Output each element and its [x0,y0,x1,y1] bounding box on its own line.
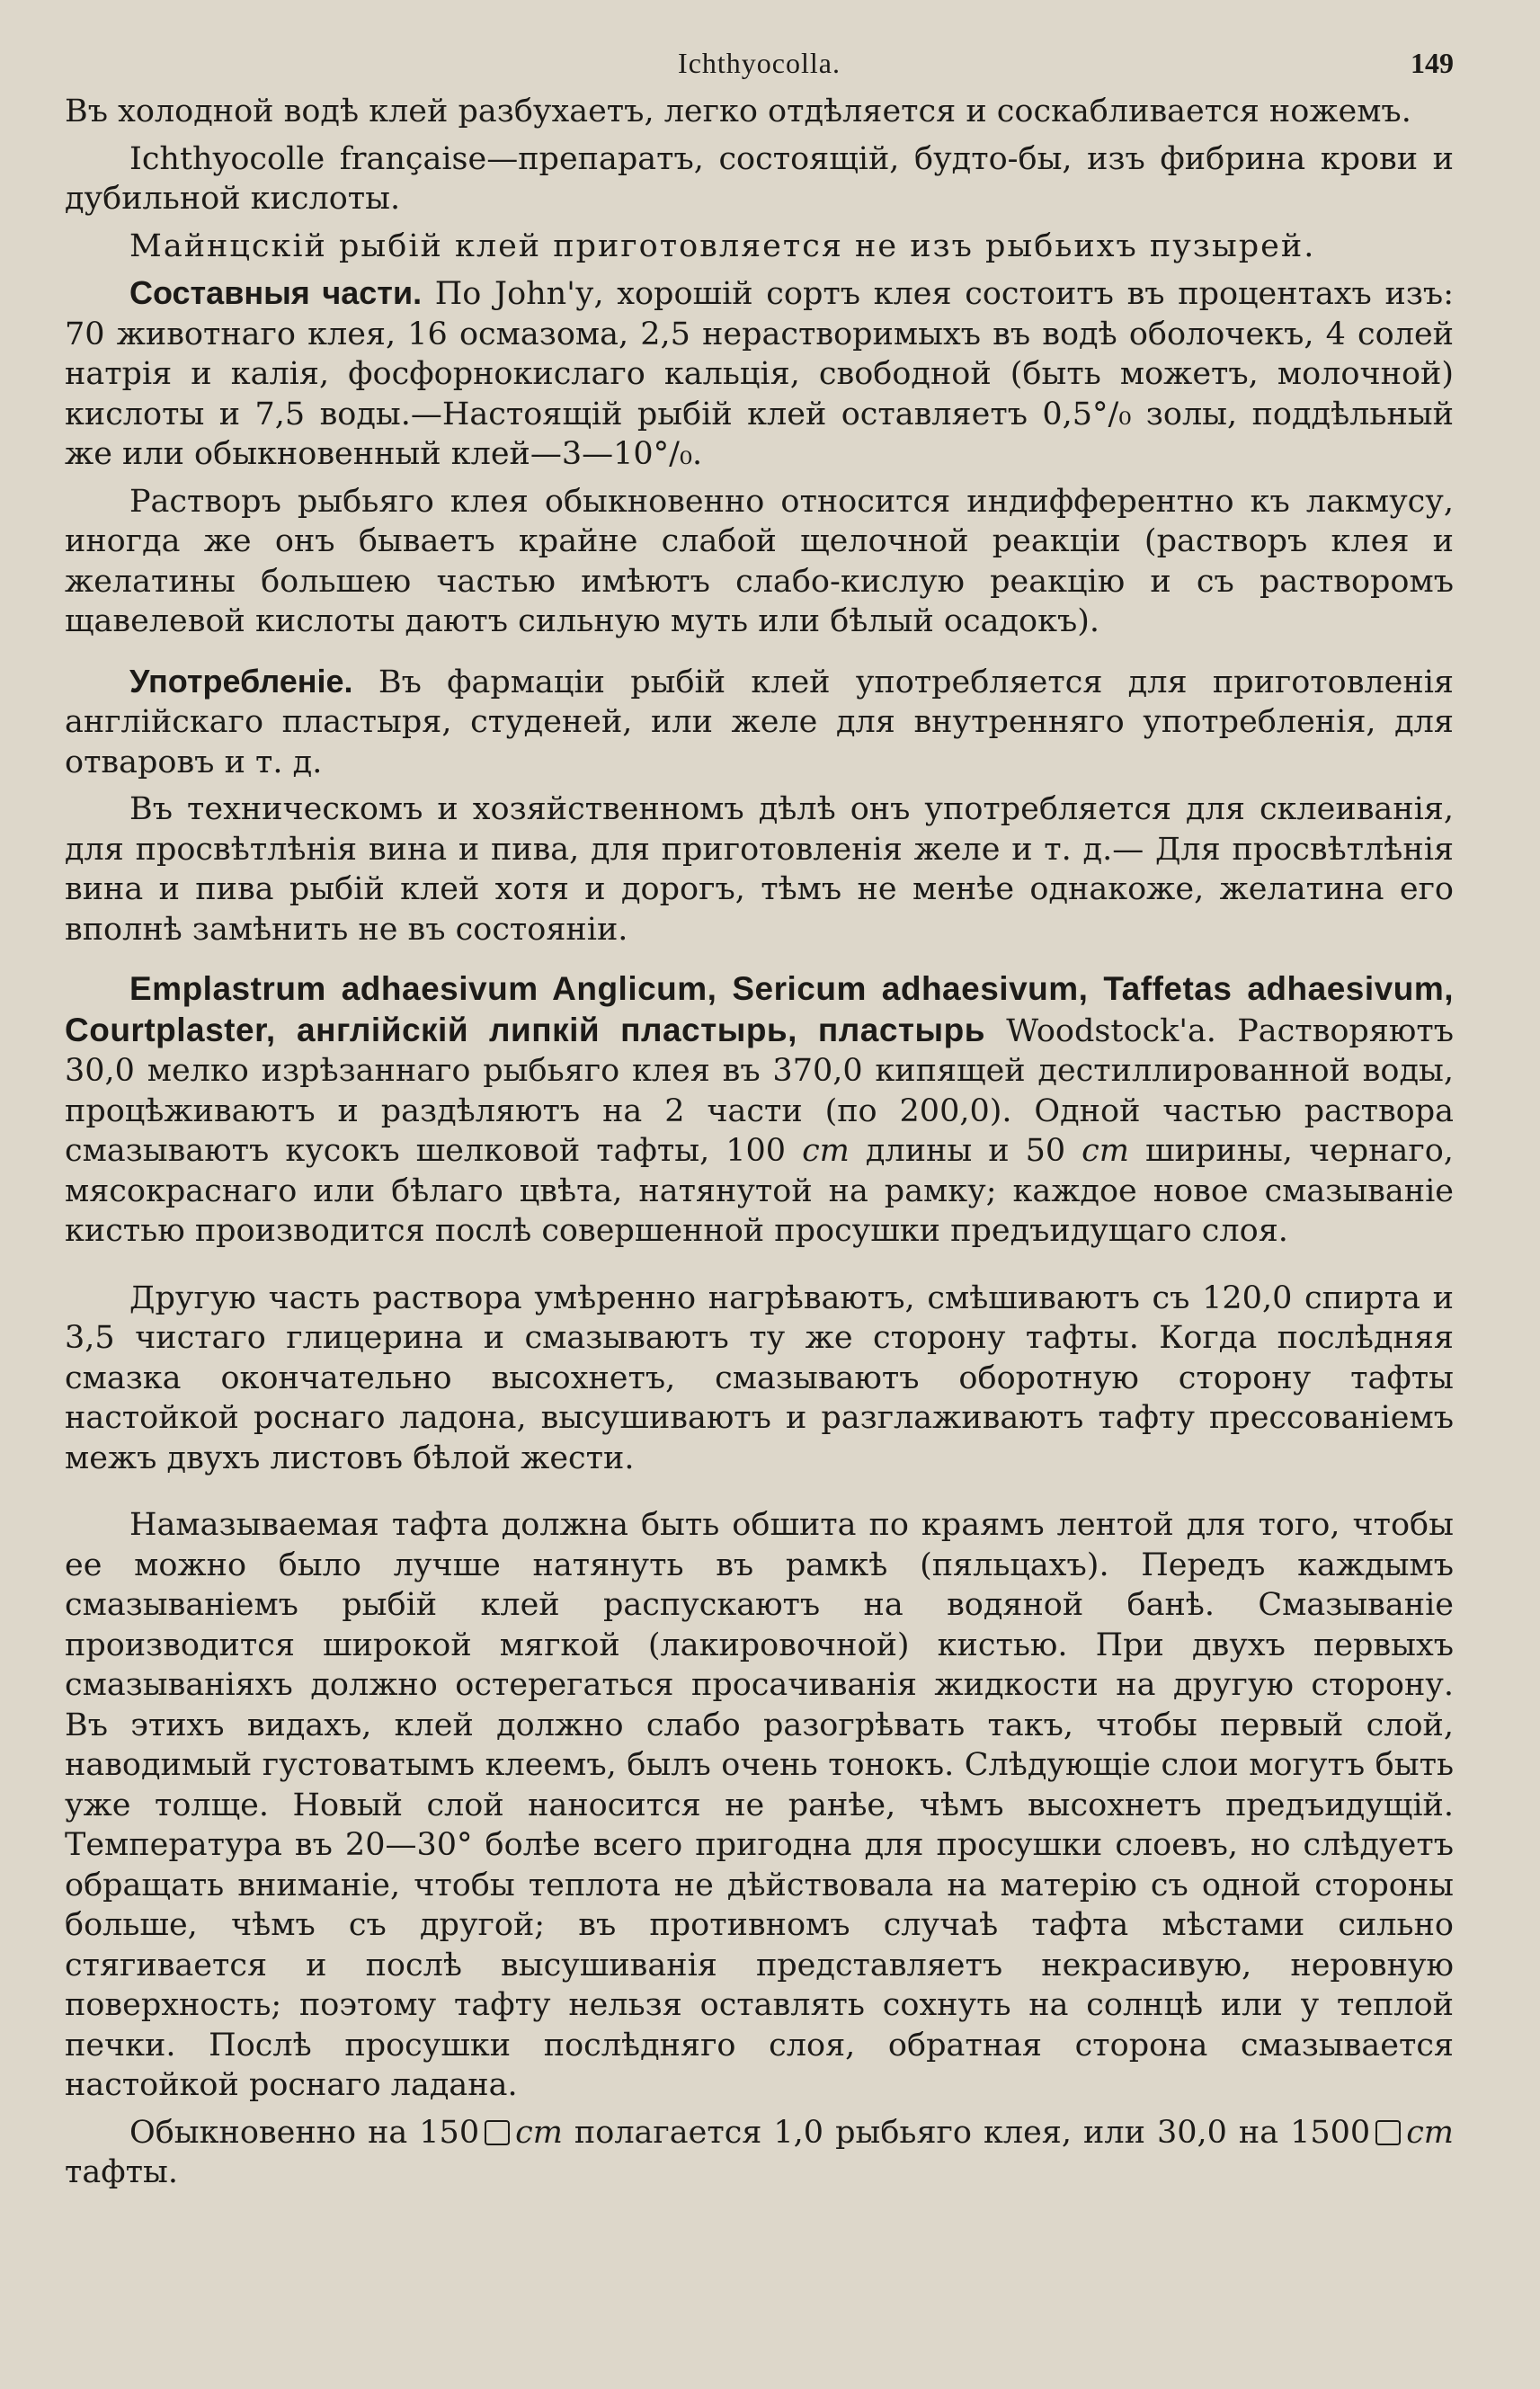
plaster-eponym: Woodstock'a. [1006,1012,1216,1049]
paragraph-second-part: Другую часть раствора умѣренно нагрѣваютъ, смѣшиваютъ съ 120,0 спирта и 3,5 чистаго глицерина и смазываютъ ту же сторону тафты. Когда послѣдняя смазка окончательно высохнетъ, смазываютъ оборотную сторону тафты настойкой роснаго ладона, высушиваютъ и разглаживаютъ тафту прессованіемъ межъ двухъ листовъ бѣлой жести. [65,1279,1454,1476]
unit-cm-area-large: cm [1406,2114,1454,2151]
running-header [65,47,1454,92]
usage-text: Въ фармаціи рыбій клей употребляется для приготовленія англійскаго пластыря, студеней, или желе для внутренняго употребленія, для отваровъ и т. д. [65,664,1454,780]
rubric-usage: Употребленіе. [129,662,353,700]
paragraph-coating-procedure: Намазываемая тафта должна быть обшита по краямъ лентой для того, чтобы ее можно было лучше натянуть въ рамкѣ (пяльцахъ). Передъ каждымъ смазываніемъ рыбій клей распускаютъ на водяной банѣ. Смазываніе производится широкой мягкой (лакировочной) кистью. При двухъ первыхъ смазываніяхъ должно остерегаться просачиванія жидкости на другую сторону. Въ этихъ видахъ, клей должно слабо разогрѣвать такъ, чтобы первый слой, наводимый густоватымъ клеемъ, былъ очень тонокъ. Слѣдующіе слои могутъ быть уже толще. Новый слой наносится не ранѣе, чѣмъ высохнетъ предъидущій. Температура въ 20—30° болѣе всего пригодна для просушки слоевъ, но слѣдуетъ обращать вниманіе, чтобы теплота не дѣйствовала на матерію съ одной стороны больше, чѣмъ съ другой; въ противномъ случаѣ тафта мѣстами сильно стягивается и послѣ высушиванія представляетъ некрасивую, неровную поверхность; поэтому тафту нельзя оставлять сохнуть на солнцѣ или у теплой печки. Послѣ просушки послѣдняго слоя, обратная сторона смазывается настойкой роснаго ладана. [65,1507,1454,2103]
unit-cm-width: cm [1082,1133,1129,1169]
paragraph-solution-reaction: Растворъ рыбьяго клея обыкновенно относится индифферентно къ лакмусу, иногда же онъ бываетъ крайне слабой щелочной реакціи (растворъ клея и желатины большею частью имѣютъ слабо-кислую реакцію и съ растворомъ щавелевой кислоты даютъ сильную муть или бѣлый осадокъ). [65,483,1454,639]
proportion-text-end: тафты. [65,2154,178,2190]
length-value: 100 [725,1133,787,1169]
paragraph-usage [65,662,1454,783]
paragraph-proportion [65,2113,1454,2193]
proportion-text-middle: полагается 1,0 рыбьяго клея, или 30,0 на 1500 [574,2114,1371,2151]
rubric-composition: Составныя части. [129,274,423,311]
plaster-dimension-text: длины и 50 [865,1133,1066,1169]
unit-cm-length: cm [802,1133,850,1169]
running-title: Ichthyocolla. [678,47,841,79]
unit-cm-area-small: cm [515,2114,563,2151]
paragraph-composition [65,273,1454,475]
square-unit-icon [1375,2120,1401,2145]
page-number: 149 [1411,47,1454,79]
square-unit-icon [485,2120,510,2145]
plaster-preparation-text: Растворяютъ 30,0 мелко изрѣзаннаго рыбьяго клея въ 370,0 кипящей дестиллированной воды, процѣживаютъ и раздѣляютъ на 2 части (по 200,0). Одной частью раствора смазываютъ кусокъ шелковой тафты, [65,1012,1454,1169]
paragraph-cold-water: Въ холодной водѣ клей разбухаетъ, легко отдѣляется и соскабливается ножемъ. [65,94,1411,129]
paragraph-mainz-glue: Майнцскій рыбій клей приготовляется не изъ рыбьихъ пузырей. [129,227,1316,264]
plaster-latin-names: Emplastrum adhaesivum Anglicum, Sericum adhaesivum, Taffetas adhaesivum, Courtplaster, [65,970,1454,1048]
plaster-russian-names: англійскій липкій пластырь, пластырь [297,1011,985,1048]
paragraph-ichthyocolle-francaise: Ichthyocolle française—препаратъ, состоящій, будто-бы, изъ фибрина крови и дубильной кислоты. [65,140,1454,217]
proportion-text-start: Обыкновенно на 150 [129,2114,480,2151]
paragraph-technical-use: Въ техническомъ и хозяйственномъ дѣлѣ онъ употребляется для склеиванія, для просвѣтлѣнія вина и пива, для приготовленія желе и т. д.— Для просвѣтлѣнія вина и пива рыбій клей хотя и дорогъ, тѣмъ не менѣе однакоже, желатина его вполнѣ замѣнить не въ состояніи. [65,791,1454,948]
body-text [65,92,1454,2193]
paragraph-english-plaster [65,969,1454,1252]
composition-text: По John'у, хорошій сортъ клея состоитъ въ процентахъ изъ: 70 животнаго клея, 16 осмазома, 2,5 нерастворимыхъ въ водѣ оболочекъ, 4 солей натрія и калія, фосфорнокислаго кальція, свободной (быть можетъ, молочной) кислоты и 7,5 воды.—Настоящій рыбій клей оставляетъ 0,5°/₀ золы, поддѣльный же или обыкновенный клей—3—10°/₀. [65,276,1454,472]
plaster-color-text: ширины, чернаго, мясокраснаго или бѣлаго цвѣта, натянутой на рамку; каждое новое смазываніе кистью производится послѣ совершенной просушки предъидущаго слоя. [65,1133,1454,1249]
